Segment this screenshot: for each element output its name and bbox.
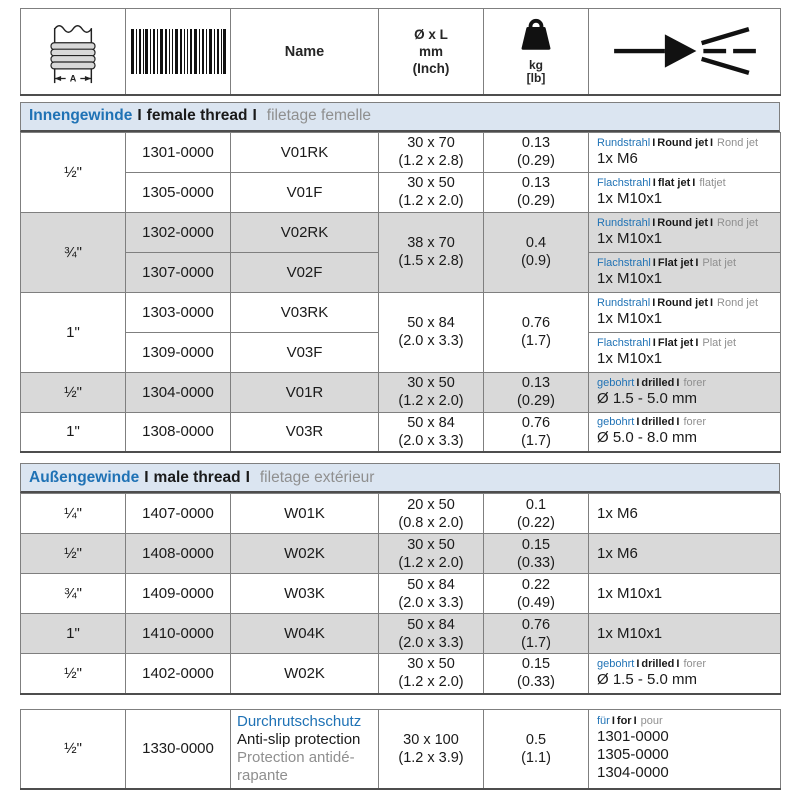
table-row: [21, 574, 781, 614]
separator: I: [144, 468, 149, 486]
thread-size-cell: ½": [21, 132, 126, 212]
jet-type-cell: Flachstrahl I Flat jet I Plat jet 1x M10x1: [589, 252, 781, 292]
size-unit-line: Ø x L: [414, 26, 448, 42]
section-header-female-thread: [20, 102, 780, 132]
product-name-fr: Protection antidé-rapante: [237, 748, 355, 784]
table-row: [21, 372, 781, 412]
weight-cell: 0.4 (0.9): [484, 212, 589, 292]
weight-header-cell: [484, 9, 589, 95]
thread-size-cell: ½": [21, 709, 126, 789]
product-name-cell: [231, 709, 379, 789]
weight-cell: 0.5 (1.1): [484, 709, 589, 789]
product-name-cell: W04K: [231, 614, 379, 654]
product-name-cell: W02K: [231, 654, 379, 694]
size-cell: 20 x 50 (0.8 x 2.0): [379, 494, 484, 534]
accessory-table: [20, 709, 781, 790]
dimension-a-label: A: [69, 73, 77, 84]
table-row: [21, 132, 781, 172]
jet-type-cell: 1x M6: [589, 494, 781, 534]
size-cell: 50 x 84 (2.0 x 3.3): [379, 614, 484, 654]
article-number-cell: 1309-0000: [126, 332, 231, 372]
column-header-row: [21, 9, 781, 95]
table-row: [21, 534, 781, 574]
name-column-label: Name: [284, 43, 325, 60]
article-number-cell: 1308-0000: [126, 412, 231, 452]
size-cell: 30 x 70 (1.2 x 2.8): [379, 132, 484, 172]
jet-type-cell: Rundstrahl I Round jet I Rond jet 1x M6: [589, 132, 781, 172]
jet-type-cell: Rundstrahl I Round jet I Rond jet 1x M10x1: [589, 292, 781, 332]
jet-type-cell: 1x M10x1: [589, 614, 781, 654]
article-number-cell: 1409-0000: [126, 574, 231, 614]
weight-cell: 0.1 (0.22): [484, 494, 589, 534]
weight-cell: 0.76 (1.7): [484, 412, 589, 452]
product-name-cell: V02F: [231, 252, 379, 292]
column-header-table: [20, 8, 781, 96]
article-number-cell: 1330-0000: [126, 709, 231, 789]
weight-cell: 0.13 (0.29): [484, 132, 589, 172]
product-name-cell: V02RK: [231, 212, 379, 252]
separator: I: [252, 107, 257, 124]
article-number-cell: 1408-0000: [126, 534, 231, 574]
section-title-fr: filetage extérieur: [259, 468, 375, 486]
weight-cell: 0.76 (1.7): [484, 292, 589, 372]
product-name-en: Anti-slip protection: [237, 730, 361, 748]
article-number-cell: 1410-0000: [126, 614, 231, 654]
section-header-male-thread: [20, 463, 780, 493]
thread-size-cell: 1": [21, 614, 126, 654]
table-row: [21, 292, 781, 332]
jet-type-cell: 1x M10x1: [589, 574, 781, 614]
product-name-de: Durchrutschschutz: [237, 712, 362, 730]
threaded-connector-icon: [40, 14, 106, 88]
thread-size-cell: ½": [21, 534, 126, 574]
size-cell: 30 x 50 (1.2 x 2.0): [379, 372, 484, 412]
compatible-article: 1301-0000: [597, 728, 669, 745]
product-name-cell: V03R: [231, 412, 379, 452]
product-name-cell: V01R: [231, 372, 379, 412]
jet-type-cell: Rundstrahl I Round jet I Rond jet 1x M10x1: [589, 212, 781, 252]
section-title-fr: filetage femelle: [266, 107, 372, 124]
size-cell: 50 x 84 (2.0 x 3.3): [379, 412, 484, 452]
barcode-icon: [131, 29, 226, 74]
compatible-article: 1304-0000: [597, 764, 669, 781]
table-row: [21, 494, 781, 534]
thread-size-cell: 1": [21, 412, 126, 452]
article-number-cell: 1307-0000: [126, 252, 231, 292]
thread-size-cell: ¾": [21, 212, 126, 292]
weight-cell: 0.13 (0.29): [484, 372, 589, 412]
section-title-en: female thread: [146, 107, 248, 124]
weight-cell: 0.22 (0.49): [484, 574, 589, 614]
thread-size-cell: ½": [21, 654, 126, 694]
size-cell: 30 x 100 (1.2 x 3.9): [379, 709, 484, 789]
jet-type-cell: gebohrt I drilled I forer Ø 1.5 - 5.0 mm: [589, 372, 781, 412]
article-number-cell: 1302-0000: [126, 212, 231, 252]
size-cell: 30 x 50 (1.2 x 2.0): [379, 534, 484, 574]
jet-type-cell: gebohrt I drilled I forer Ø 1.5 - 5.0 mm: [589, 654, 781, 694]
male-thread-table: [20, 493, 781, 695]
thread-size-cell: ¼": [21, 494, 126, 534]
size-header-cell: [379, 9, 484, 95]
product-name-cell: W02K: [231, 534, 379, 574]
jet-type-cell: Flachstrahl I Flat jet I Plat jet 1x M10x1: [589, 332, 781, 372]
section-title-de: Innengewinde: [29, 107, 133, 124]
table-row: [21, 412, 781, 452]
separator: I: [137, 107, 142, 124]
product-name-cell: V03RK: [231, 292, 379, 332]
article-number-cell: 1301-0000: [126, 132, 231, 172]
weight-icon: [514, 17, 558, 59]
spray-jet-icon: [610, 23, 760, 79]
size-cell: 50 x 84 (2.0 x 3.3): [379, 574, 484, 614]
product-name-cell: V01RK: [231, 132, 379, 172]
product-name-cell: W03K: [231, 574, 379, 614]
weight-cell: 0.13 (0.29): [484, 172, 589, 212]
weight-kg-label: kg: [528, 58, 543, 73]
name-header-cell: [231, 9, 379, 95]
weight-cell: 0.15 (0.33): [484, 654, 589, 694]
jet-type-cell: 1x M6: [589, 534, 781, 574]
thread-size-cell: ½": [21, 372, 126, 412]
table-row: [21, 654, 781, 694]
compatible-article: 1305-0000: [597, 746, 669, 763]
size-cell: 30 x 50 (1.2 x 2.0): [379, 172, 484, 212]
size-unit-line: (Inch): [412, 60, 450, 76]
article-number-cell: 1305-0000: [126, 172, 231, 212]
compatible-articles-cell: für I for I pour 1301-0000 1305-0000 1304-0000: [589, 709, 781, 789]
article-number-cell: 1407-0000: [126, 494, 231, 534]
thread-size-cell: 1": [21, 292, 126, 372]
weight-lb-label: [lb]: [526, 71, 546, 86]
product-name-cell: V01F: [231, 172, 379, 212]
separator: I: [245, 468, 250, 486]
thread-diagram-header-cell: [21, 9, 126, 95]
section-title-en: male thread: [153, 468, 241, 486]
jet-type-cell: Flachstrahl I flat jet I flatjet 1x M10x1: [589, 172, 781, 212]
section-title-de: Außengewinde: [29, 468, 140, 486]
thread-size-cell: ¾": [21, 574, 126, 614]
size-cell: 38 x 70 (1.5 x 2.8): [379, 212, 484, 292]
jet-type-cell: gebohrt I drilled I forer Ø 5.0 - 8.0 mm: [589, 412, 781, 452]
product-name-cell: W01K: [231, 494, 379, 534]
table-row: [21, 172, 781, 212]
barcode-header-cell: [126, 9, 231, 95]
weight-cell: 0.76 (1.7): [484, 614, 589, 654]
article-number-cell: 1304-0000: [126, 372, 231, 412]
size-cell: 50 x 84 (2.0 x 3.3): [379, 292, 484, 372]
weight-cell: 0.15 (0.33): [484, 534, 589, 574]
article-number-cell: 1402-0000: [126, 654, 231, 694]
table-row: [21, 212, 781, 252]
table-row: [21, 614, 781, 654]
article-number-cell: 1303-0000: [126, 292, 231, 332]
female-thread-table: [20, 132, 781, 454]
size-unit-line: mm: [418, 43, 443, 59]
size-cell: 30 x 50 (1.2 x 2.0): [379, 654, 484, 694]
product-name-cell: V03F: [231, 332, 379, 372]
jet-header-cell: [589, 9, 781, 95]
table-row: [21, 709, 781, 789]
